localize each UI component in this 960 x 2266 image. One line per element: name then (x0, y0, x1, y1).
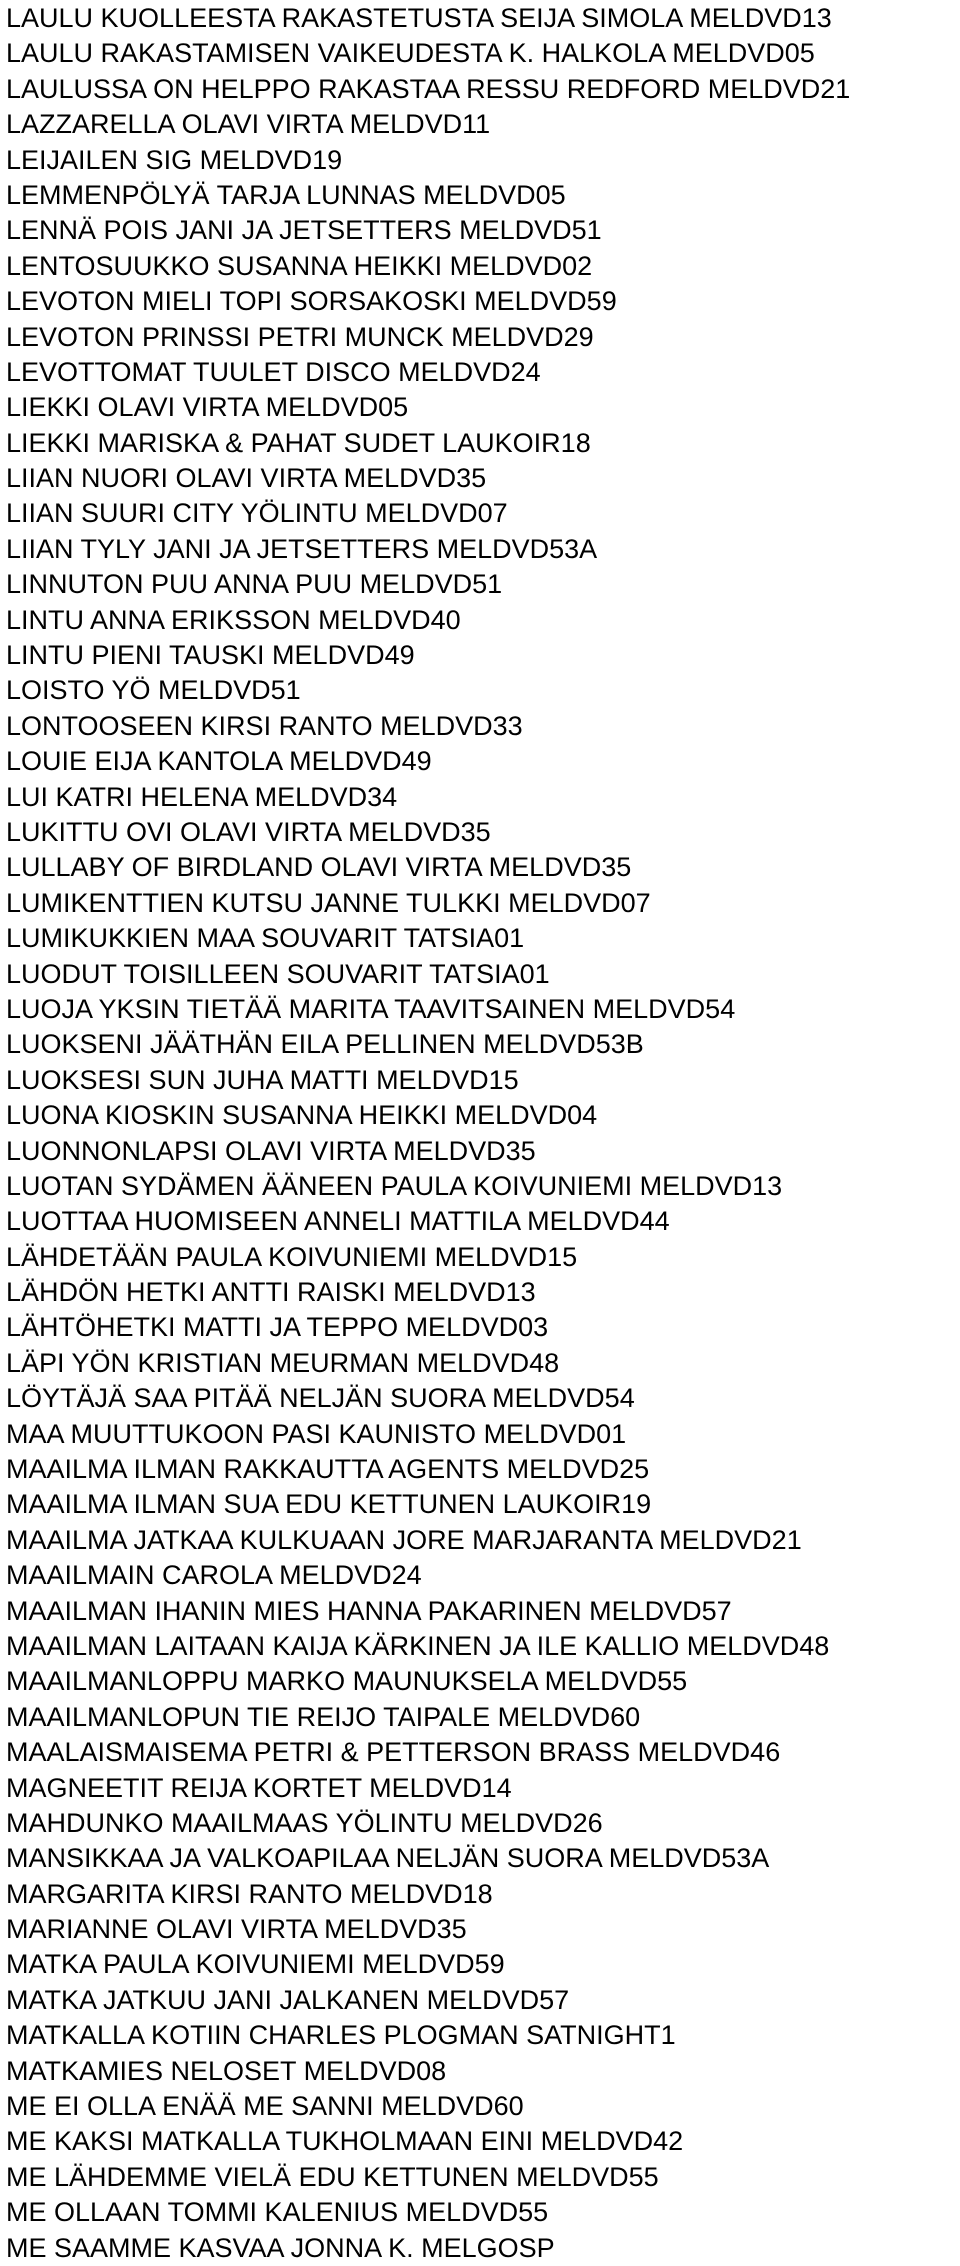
list-item: LAULUSSA ON HELPPO RAKASTAA RESSU REDFORD MELDVD21 (6, 73, 851, 104)
list-item: LENTOSUUKKO SUSANNA HEIKKI MELDVD02 (6, 250, 593, 281)
list-item: LAULU KUOLLEESTA RAKASTETUSTA SEIJA SIMOLA MELDVD13 (6, 3, 832, 33)
song-list (6, 1, 960, 2266)
list-item: LOISTO YÖ MELDVD51 (6, 675, 301, 706)
list-item: LUKITTU OVI OLAVI VIRTA MELDVD35 (6, 816, 491, 847)
list-item: MAAILMAIN CAROLA MELDVD24 (6, 1560, 422, 1591)
list-item: LIIAN NUORI OLAVI VIRTA MELDVD35 (6, 463, 487, 494)
list-item: LUMIKUKKIEN MAA SOUVARIT TATSIA01 (6, 923, 525, 954)
list-item: MAA MUUTTUKOON PASI KAUNISTO MELDVD01 (6, 1418, 627, 1449)
list-item: MARIANNE OLAVI VIRTA MELDVD35 (6, 1914, 467, 1945)
list-item: LUONNONLAPSI OLAVI VIRTA MELDVD35 (6, 1135, 536, 1166)
list-item: MARGARITA KIRSI RANTO MELDVD18 (6, 1878, 493, 1909)
list-item: LEIJAILEN SIG MELDVD19 (6, 144, 343, 175)
list-item: LENNÄ POIS JANI JA JETSETTERS MELDVD51 (6, 215, 602, 246)
list-item: LULLABY OF BIRDLAND OLAVI VIRTA MELDVD35 (6, 852, 632, 883)
list-item: LUOTAN SYDÄMEN ÄÄNEEN PAULA KOIVUNIEMI MELDVD13 (6, 1170, 783, 1201)
list-item: LAZZARELLA OLAVI VIRTA MELDVD11 (6, 109, 491, 140)
list-item: MAALAISMAISEMA PETRI & PETTERSON BRASS MELDVD46 (6, 1737, 781, 1768)
list-item: LIIAN TYLY JANI JA JETSETTERS MELDVD53A (6, 533, 598, 564)
list-item: LEVOTTOMAT TUULET DISCO MELDVD24 (6, 356, 541, 387)
list-item: MAAILMA JATKAA KULKUAAN JORE MARJARANTA MELDVD21 (6, 1524, 802, 1555)
list-item: LOUIE EIJA KANTOLA MELDVD49 (6, 746, 432, 777)
list-item: ME KAKSI MATKALLA TUKHOLMAAN EINI MELDVD42 (6, 2126, 684, 2157)
list-item: LÄPI YÖN KRISTIAN MEURMAN MELDVD48 (6, 1347, 560, 1378)
list-item: LÄHDETÄÄN PAULA KOIVUNIEMI MELDVD15 (6, 1241, 578, 1272)
list-item: ME LÄHDEMME VIELÄ EDU KETTUNEN MELDVD55 (6, 2161, 659, 2192)
list-item: MATKA PAULA KOIVUNIEMI MELDVD59 (6, 1949, 505, 1980)
list-item: LIEKKI OLAVI VIRTA MELDVD05 (6, 392, 409, 423)
list-item: MATKALLA KOTIIN CHARLES PLOGMAN SATNIGHT1 (6, 2020, 676, 2051)
list-item: LUODUT TOISILLEEN SOUVARIT TATSIA01 (6, 958, 550, 989)
list-item: LEVOTON PRINSSI PETRI MUNCK MELDVD29 (6, 321, 594, 352)
list-item: MAAILMANLOPPU MARKO MAUNUKSELA MELDVD55 (6, 1666, 688, 1697)
list-item: LEVOTON MIELI TOPI SORSAKOSKI MELDVD59 (6, 286, 617, 317)
list-item: LUONA KIOSKIN SUSANNA HEIKKI MELDVD04 (6, 1100, 598, 1131)
list-item: LAULU RAKASTAMISEN VAIKEUDESTA K. HALKOLA MELDVD05 (6, 38, 815, 69)
list-item: LINNUTON PUU ANNA PUU MELDVD51 (6, 569, 503, 600)
list-item: LUOJA YKSIN TIETÄÄ MARITA TAAVITSAINEN MELDVD54 (6, 993, 736, 1024)
list-item: ME OLLAAN TOMMI KALENIUS MELDVD55 (6, 2197, 549, 2228)
list-item: MAAILMANLOPUN TIE REIJO TAIPALE MELDVD60 (6, 1701, 641, 1732)
list-item: LUI KATRI HELENA MELDVD34 (6, 781, 398, 812)
list-item: LIIAN SUURI CITY YÖLINTU MELDVD07 (6, 498, 508, 529)
list-item: LONTOOSEEN KIRSI RANTO MELDVD33 (6, 710, 523, 741)
list-item: MATKAMIES NELOSET MELDVD08 (6, 2055, 447, 2086)
list-item: MAAILMAN IHANIN MIES HANNA PAKARINEN MELDVD57 (6, 1595, 732, 1626)
list-item: LÄHTÖHETKI MATTI JA TEPPO MELDVD03 (6, 1312, 549, 1343)
list-item: MAAILMAN LAITAAN KAIJA KÄRKINEN JA ILE KALLIO MELDVD48 (6, 1630, 830, 1661)
list-item: LÄHDÖN HETKI ANTTI RAISKI MELDVD13 (6, 1277, 536, 1308)
list-item: MAHDUNKO MAAILMAAS YÖLINTU MELDVD26 (6, 1807, 603, 1838)
list-item: LUOKSESI SUN JUHA MATTI MELDVD15 (6, 1064, 519, 1095)
list-item: MATKA JATKUU JANI JALKANEN MELDVD57 (6, 1984, 570, 2015)
list-item: MAAILMA ILMAN RAKKAUTTA AGENTS MELDVD25 (6, 1454, 650, 1485)
list-item: LIEKKI MARISKA & PAHAT SUDET LAUKOIR18 (6, 427, 591, 458)
list-item: ME EI OLLA ENÄÄ ME SANNI MELDVD60 (6, 2091, 524, 2122)
list-item: LÖYTÄJÄ SAA PITÄÄ NELJÄN SUORA MELDVD54 (6, 1383, 635, 1414)
list-item: LUMIKENTTIEN KUTSU JANNE TULKKI MELDVD07 (6, 887, 651, 918)
list-item: LINTU ANNA ERIKSSON MELDVD40 (6, 604, 461, 635)
list-item: LUOTTAA HUOMISEEN ANNELI MATTILA MELDVD44 (6, 1206, 670, 1237)
list-item: MAAILMA ILMAN SUA EDU KETTUNEN LAUKOIR19 (6, 1489, 652, 1520)
list-item: LEMMENPÖLYÄ TARJA LUNNAS MELDVD05 (6, 179, 566, 210)
list-item: LUOKSENI JÄÄTHÄN EILA PELLINEN MELDVD53B (6, 1029, 644, 1060)
list-item: MAGNEETIT REIJA KORTET MELDVD14 (6, 1772, 512, 1803)
list-item: MANSIKKAA JA VALKOAPILAA NELJÄN SUORA MELDVD53A (6, 1843, 770, 1874)
list-item: ME SAAMME KASVAA JONNA K. MELGOSP (6, 2232, 555, 2263)
list-item: LINTU PIENI TAUSKI MELDVD49 (6, 640, 415, 671)
